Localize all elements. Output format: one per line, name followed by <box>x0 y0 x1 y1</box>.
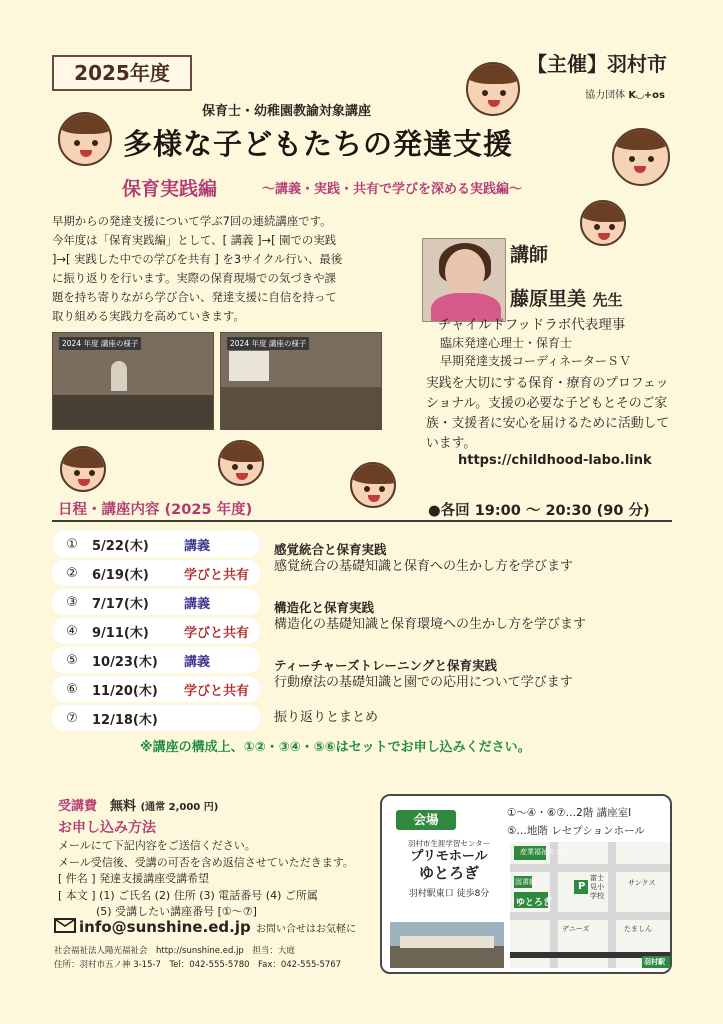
floor-notes: ①〜④・⑥⑦…2階 講座室Ⅰ ⑤…地階 レセプションホール <box>507 807 645 837</box>
page-title: 多様な子どもたちの発達支援 <box>123 127 514 161</box>
child-face-icon <box>466 62 520 116</box>
child-face-icon <box>612 128 670 186</box>
lecturer-label: 講師 <box>510 244 549 266</box>
lecturer-role: チャイルドフッドラボ代表理事 <box>438 317 626 333</box>
venue-name: 羽村市生涯学習センター プリモホール ゆとろぎ 羽村駅東口 徒歩8分 <box>407 839 491 899</box>
table-row: ② 6/19(木) 学びと共有 <box>52 560 672 586</box>
course-subtitle: 保育士・幼稚園教諭対象講座 <box>202 104 372 119</box>
edition-title: 保育実践編 <box>122 178 218 200</box>
topic-cell: 感覚統合と保育実践 感覚統合の基礎知識と保育への生かし方を学びます <box>274 542 574 574</box>
venue-panel <box>380 794 672 974</box>
schedule-table <box>52 528 672 734</box>
lecturer-url-link[interactable]: https://childhood-labo.link <box>458 453 652 468</box>
edition-subtitle: 〜講義・実践・共有で学びを深める実践編〜 <box>262 182 523 197</box>
child-face-icon <box>580 200 626 246</box>
lecturer-credentials: 臨床発達心理士・保育士 早期発達支援コーディネーターＳＶ <box>440 336 632 368</box>
table-row: ③ 7/17(木) 講義 構造化と保育実践 構造化の基礎知識と保育環境への生かし方を学びます <box>52 589 672 615</box>
course-photo: 2024 年度 講座の様子 <box>220 332 382 430</box>
lecturer-photo <box>422 238 506 322</box>
course-photo: 2024 年度 講座の様子 <box>52 332 214 430</box>
year-badge: 2025年度 <box>52 55 192 91</box>
venue-badge: 会場 <box>396 810 456 830</box>
application-instructions: メールにて下記内容をご送信ください。 メール受信後、受講の可否を含め返信させていただきます。 [ 件名 ] 発達支援講座受講希望 [ 本文 ] (1) ご氏名 (2) 住所 (3) 電話番号 (4) ご所属 (5) 受講したい講座番号 [①〜⑦] <box>58 839 354 918</box>
topic-cell: 振り返りとまとめ <box>274 710 379 725</box>
topic-cell: ティーチャーズトレーニングと保育実践 行動療法の基礎知識と園での応用について学びます <box>274 658 573 690</box>
session-time: ●各回 19:00 〜 20:30 (90 分) <box>428 503 650 519</box>
schedule-note: ※講座の構成上、①②・③④・⑤⑥はセットでお申し込みください。 <box>140 740 531 755</box>
schedule-heading: 日程・講座内容 (2025 年度) <box>58 502 253 518</box>
table-row: ④ 9/11(木) 学びと共有 <box>52 618 672 644</box>
table-row: ⑤ 10/23(木) 講義 ティーチャーズトレーニングと保育実践 行動療法の基礎知識と園での応用について学びます <box>52 647 672 673</box>
fee-info: 受講費 無料 (通常 2,000 円) <box>58 799 219 814</box>
child-face-icon <box>350 462 396 508</box>
venue-map: 産業福祉センター 図書館 ゆとろぎ P 富士見小学校 デニーズ サンクス たましん 羽村駅 <box>510 842 672 968</box>
lecturer-description: 実践を大切にする保育・療育のプロフェッショナル。支援の必要な子どもとそのご家族・支援者に安心を届けるために活動しています。 <box>426 376 670 451</box>
email-link[interactable]: info@sunshine.ed.jp <box>79 918 251 936</box>
child-face-icon <box>60 446 106 492</box>
child-face-icon <box>218 440 264 486</box>
table-row: ⑥ 11/20(木) 学びと共有 <box>52 676 672 702</box>
application-heading: お申し込み方法 <box>58 820 156 836</box>
envelope-icon <box>54 918 76 933</box>
cooperation-logo: K◡+os <box>628 90 665 101</box>
venue-photo <box>390 922 504 968</box>
divider <box>52 520 672 522</box>
table-row: ⑦ 12/18(木) 振り返りとまとめ <box>52 705 672 731</box>
lecturer-name: 藤原里美 先生 <box>510 288 623 310</box>
organizer-label: 【主催】羽村市 <box>527 52 667 76</box>
footer: 社会福祉法人陽光福祉会 http://sunshine.ed.jp 担当：大庭 住所：羽村市五ノ神 3-15-7 Tel：042-555-5780 Fax：042-555-5767 <box>54 946 342 970</box>
child-face-icon <box>58 112 112 166</box>
topic-cell: 構造化と保育実践 構造化の基礎知識と保育環境への生かし方を学びます <box>274 600 587 632</box>
cooperation-label: 協力団体 K◡+os <box>585 90 665 101</box>
table-row: ① 5/22(木) 講義 感覚統合と保育実践 感覚統合の基礎知識と保育への生かし方を学びます <box>52 531 672 557</box>
email-contact: info@sunshine.ed.jp お問い合せはお気軽に <box>54 918 356 936</box>
intro-text: 早期からの発達支援について学ぶ7回の連続講座です。 今年度は「保育実践編」として、[ 講義 ]→[ 園での実践 ]→[ 実践した中での学びを共有 ] を3サイクル行い、最後 に振り返りを行います。実際の保育現場での気づきや課 題を持ち寄りながら学び合い、発達支援に自信を持って 取り組める実践力を高めていきます。 <box>52 214 343 323</box>
